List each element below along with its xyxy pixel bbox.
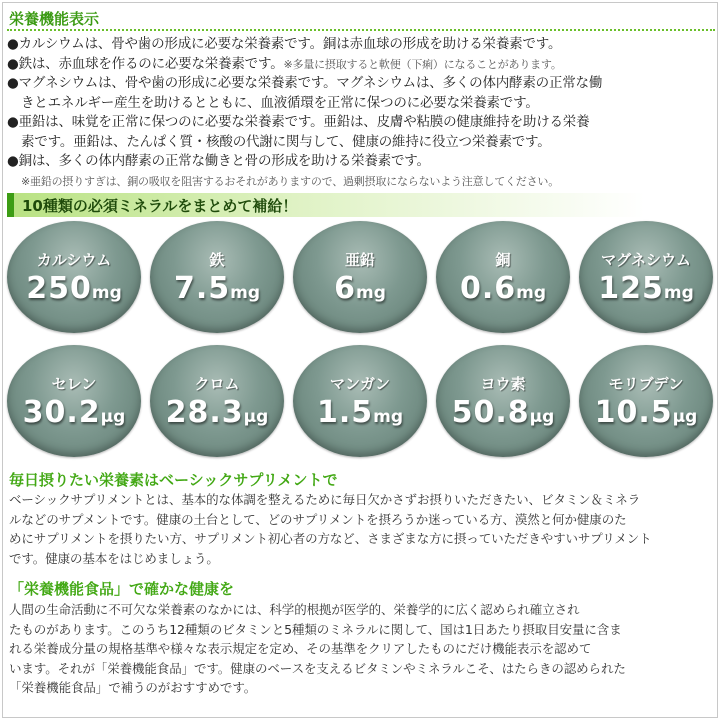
mineral-name: マンガン [329,375,390,393]
text-line: ベーシックサプリメントとは、基本的な体調を整えるために毎日欠かさずお摂りいただきたい、ビタミン＆ミネラ [9,492,641,507]
section-title: 栄養機能表示 [9,10,100,28]
page-frame [2,2,718,718]
mineral-name: マグネシウム [601,251,691,269]
mineral-badge [579,345,713,457]
nutrition-claims [7,35,715,191]
basic-supplement-heading: 毎日摂りたい栄養素はベーシックサプリメントで [9,471,338,489]
mineral-name: 鉄 [209,251,225,269]
text-line: たものがあります。このうち12種類のビタミンと5種類のミネラルに関して、国は1日あたり摂取目安量に含ま [9,621,622,637]
banner-text: 10種類の必須ミネラルをまとめて補給！ [22,197,298,215]
mineral-amount: 6mg [334,271,386,306]
minerals-banner [7,193,715,217]
section-header [7,6,715,31]
claim-line: ●亜鉛は、味覚を正常に保つのに必要な栄養素です。亜鉛は、皮膚や粘膜の健康維持を助ける栄養 [7,114,590,130]
mineral-name: 亜鉛 [344,251,375,269]
claim-line: きとエネルギー産生を助けるとともに、血液循環を正常に保つのに必要な栄養素です。 [21,94,539,111]
footnote: ※亜鉛の摂りすぎは、銅の吸収を阻害するおそれがありますので、過剰摂取にならないよう注意してください。 [21,174,559,188]
mineral-amount: 10.5μg [594,395,698,430]
mineral-name: モリブデン [608,375,684,393]
mineral-name: セレン [51,375,97,393]
text-line: ルなどのサプメントです。健康の土台として、どのサプリメントを摂ろうか迷っている方、漠然と何か健康のた [9,511,627,527]
mineral-name: ヨウ素 [480,375,526,393]
text-line: れる栄養成分量の規格基準や様々な表示規定を定め、その基準をクリアしたものにだけ機能表示を認めて [9,641,592,656]
mineral-grid [3,221,718,461]
mineral-amount: 30.2μg [22,395,126,430]
mineral-badge [436,345,570,457]
basic-supplement-text [9,490,715,568]
mineral-amount: 1.5mg [316,395,404,430]
mineral-amount: 50.8μg [451,395,555,430]
mineral-name: カルシウム [36,251,112,269]
text-line: います。それが「栄養機能食品」です。健康のベースを支えるビタミンやミネラルこそ、はたらきの認められた [9,660,626,676]
mineral-badge [293,221,427,333]
mineral-amount: 0.6mg [459,271,547,306]
mineral-name: クロム [194,375,240,393]
claim-line: ●マグネシウムは、骨や歯の形成に必要な栄養素です。マグネシウムは、多くの体内酵素の正常な働 [7,75,603,91]
functional-food-heading: 「栄養機能食品」で確かな健康を [9,580,235,598]
mineral-amount: 28.3μg [165,395,269,430]
claim-line: ●カルシウムは、骨や歯の形成に必要な栄養素です。銅は赤血球の形成を助ける栄養素です。 [7,36,562,52]
mineral-badge [7,345,141,457]
text-line: です。健康の基本をはじめましょう。 [9,550,219,566]
mineral-amount: 250mg [26,271,122,306]
mineral-badge [150,221,284,333]
mineral-name: 銅 [495,251,511,269]
claim-line: ●鉄は、赤血球を作るのに必要な栄養素です。※多量に摂取すると軟便（下痢）になることがあります。 [7,55,562,72]
claim-note: ※多量に摂取すると軟便（下痢）になることがあります。 [283,57,562,71]
mineral-badge [579,221,713,333]
mineral-badge [293,345,427,457]
text-line: めにサプリメントを摂りたい方、サプリメント初心者の方など、さまざまな方に摂っていただきやすいサプリメント [9,531,652,546]
mineral-badge [150,345,284,457]
mineral-badge [436,221,570,333]
claim-line: ●銅は、多くの体内酵素の正常な働きと骨の形成を助ける栄養素です。 [7,153,430,169]
text-line: 人間の生命活動に不可欠な栄養素のなかには、科学的根拠が医学的、栄養学的に広く認められ確立され [9,602,580,617]
text-line: 「栄養機能食品」で補うのがおすすめです。 [9,680,257,695]
mineral-badge [7,221,141,333]
mineral-amount: 7.5mg [173,271,261,306]
claim-line: 素です。亜鉛は、たんぱく質・核酸の代謝に関与して、健康の維持に役立つ栄養素です。 [21,133,551,150]
functional-food-text [9,600,715,698]
mineral-amount: 125mg [598,271,694,306]
